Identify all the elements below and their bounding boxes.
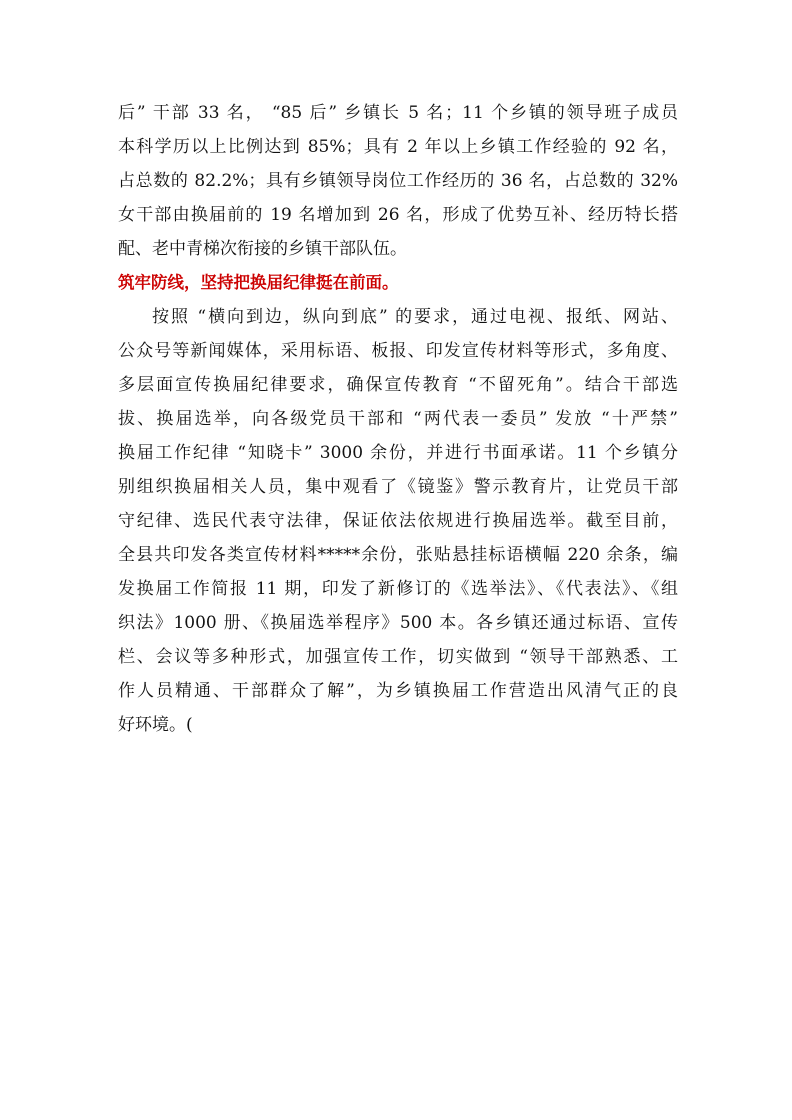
- paragraph-line: 配、老中青梯次衔接的乡镇干部队伍。: [118, 239, 407, 259]
- paragraph-line: 栏、会议等多种形式，加强宣传工作，切实做到 “领导干部熟悉、工: [118, 647, 678, 667]
- paragraph-line: 拔、换届选举，向各级党员干部和 “两代表一委员” 发放 “十严禁”: [118, 409, 678, 429]
- paragraph-line: 作人员精通、干部群众了解”，为乡镇换届工作营造出风清气正的良: [118, 681, 678, 701]
- paragraph-discipline-publicity: [118, 300, 678, 742]
- paragraph-line: 发换届工作简报 11 期，印发了新修订的《选举法》、《代表法》、《组: [118, 579, 678, 599]
- paragraph-line: 占总数的 82.2%；具有乡镇领导岗位工作经历的 36 名，占总数的 32%: [118, 171, 678, 191]
- paragraph-line: 织法》1000 册、《换届选举程序》500 本。各乡镇还通过标语、宣传: [118, 613, 678, 633]
- paragraph-line: 换届工作纪律 “知晓卡” 3000 余份，并进行书面承诺。11 个乡镇分: [118, 443, 678, 463]
- paragraph-line: 后” 干部 33 名， “85 后” 乡镇长 5 名；11 个乡镇的领导班子成员: [118, 103, 678, 123]
- paragraph-line: 按照 “横向到边，纵向到底” 的要求，通过电视、报纸、网站、: [152, 307, 678, 327]
- paragraph-line: 女干部由换届前的 19 名增加到 26 名，形成了优势互补、经历特长搭: [118, 205, 678, 225]
- paragraph-staffing-results: [118, 96, 678, 266]
- paragraph-line: 本科学历以上比例达到 85%；具有 2 年以上乡镇工作经验的 92 名，: [118, 137, 678, 157]
- paragraph-line: 好环境。(: [118, 715, 193, 735]
- paragraph-line: 守纪律、选民代表守法律，保证依法依规进行换届选举。截至目前，: [118, 511, 678, 531]
- paragraph-line: 别组织换届相关人员，集中观看了《镜鉴》警示教育片，让党员干部: [118, 477, 678, 497]
- section-heading: 筑牢防线，坚持把换届纪律挺在前面。: [118, 273, 399, 292]
- paragraph-line: 多层面宣传换届纪律要求，确保宣传教育 “不留死角”。结合干部选: [118, 375, 678, 395]
- paragraph-line: 公众号等新闻媒体，采用标语、板报、印发宣传材料等形式，多角度、: [118, 341, 678, 361]
- document-page: [118, 96, 678, 742]
- paragraph-line: 全县共印发各类宣传材料*****余份，张贴悬挂标语横幅 220 余条，编: [118, 545, 678, 565]
